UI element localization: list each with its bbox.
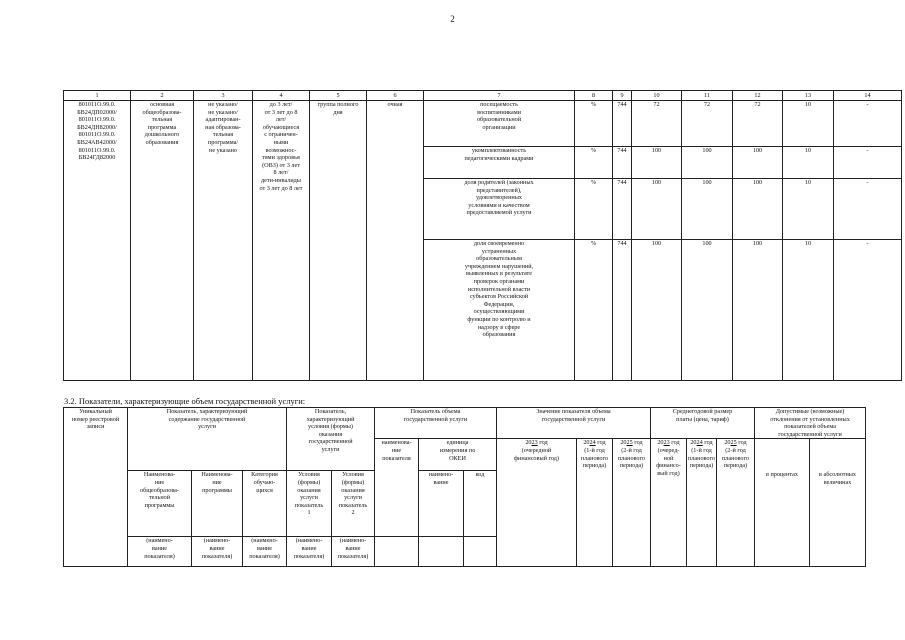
page-number: 2 — [450, 14, 455, 24]
subheader-name: (наимено- вание показателя) — [192, 537, 243, 567]
header-conditions: Показатель, характеризующий условия (формы) оказания государственной услуги — [287, 408, 375, 471]
header-indicator-name: наименова- ние показателя — [375, 439, 419, 537]
header-program: Наименова- ние программы — [192, 471, 243, 537]
unit: % — [575, 101, 613, 147]
header-deviation: Допустимые (возможные) отклонения от установленных показателей объема государственной услуги — [755, 408, 866, 439]
value-y3: 100 — [733, 179, 783, 240]
quality-indicators-table — [63, 90, 902, 381]
col-num: 11 — [682, 91, 733, 101]
header-price: Среднегодовой размер платы (цена, тариф) — [651, 408, 755, 439]
col-num: 1 — [64, 91, 131, 101]
condition-2: очная — [367, 101, 424, 381]
header-category: Категория обучаю- щихся — [243, 471, 287, 537]
col-num: 4 — [253, 91, 310, 101]
subheader-name: (наимено- вание показателя) — [243, 537, 287, 567]
deviation-percent: 10 — [783, 240, 834, 381]
header-condition-1: Условия (формы) оказания услуги показатель 1 — [287, 471, 332, 537]
col-num: 14 — [834, 91, 902, 101]
empty-cell — [464, 537, 497, 567]
volume-indicators-table — [63, 407, 866, 567]
table-row — [64, 101, 902, 147]
deviation-absolute: - — [834, 147, 902, 179]
header-unit: единица измерения по ОКЕИ — [419, 439, 497, 471]
value-y3: 72 — [733, 101, 783, 147]
header-registry: Уникальный номер реестровой записи — [64, 408, 128, 567]
header-year-3: 2025 год (2-й год планового периода) — [613, 439, 651, 567]
program: не указано/ не указано/ адаптирован- ная образова- тельная программа/ не указано — [194, 101, 253, 381]
col-num: 12 — [733, 91, 783, 101]
header-okei-code: код — [464, 471, 497, 537]
value-y2: 100 — [682, 179, 733, 240]
program-type: основная общеобразова- тельная программа дошкольного образования — [131, 101, 194, 381]
value-y1: 100 — [632, 147, 682, 179]
indicator-name: доля родителей (законных представителей), удовлетворенных условиями и качеством предоставляемой услуги — [424, 179, 575, 240]
section-title: 3.2. Показатели, характеризующие объем государственной услуги: — [64, 396, 306, 406]
value-y2: 100 — [682, 147, 733, 179]
subheader-name: (наимено- вание показателя) — [332, 537, 375, 567]
value-y1: 100 — [632, 179, 682, 240]
header-condition-2: Условия (формы) оказания услуги показатель 2 — [332, 471, 375, 537]
header-row-1 — [64, 408, 866, 439]
header-content: Показатель, характеризующий содержание государственной услуги — [128, 408, 287, 471]
unit: % — [575, 179, 613, 240]
header-price-year-2: 2024 год (1-й год планового периода) — [687, 439, 717, 567]
header-okei-name: наимено- вание — [419, 471, 464, 537]
col-num: 9 — [613, 91, 632, 101]
value-y2: 72 — [682, 101, 733, 147]
col-num: 2 — [131, 91, 194, 101]
indicator-name: посещаемость воспитанниками образовательной организации — [424, 101, 575, 147]
deviation-percent: 10 — [783, 147, 834, 179]
col-num: 6 — [367, 91, 424, 101]
column-numbers-row — [64, 91, 902, 101]
header-in-absolute: в абсолютных величинах — [810, 439, 866, 567]
header-price-year-3: 2025 год (2-й год планового периода) — [717, 439, 755, 567]
unit: % — [575, 147, 613, 179]
col-num: 7 — [424, 91, 575, 101]
empty-cell — [419, 537, 464, 567]
indicator-name: укомплектованность педагогическими кадрами — [424, 147, 575, 179]
col-num: 13 — [783, 91, 834, 101]
deviation-percent: 10 — [783, 179, 834, 240]
empty-cell — [375, 537, 419, 567]
deviation-absolute: - — [834, 240, 902, 381]
condition-1: группа полного дня — [310, 101, 367, 381]
value-y1: 72 — [632, 101, 682, 147]
subheader-name: (наимено- вание показателя) — [287, 537, 332, 567]
okei-code: 744 — [613, 240, 632, 381]
header-value: Значение показателя объема государственной услуги — [497, 408, 651, 439]
value-y1: 100 — [632, 240, 682, 381]
subheader-name: (наимено- вание показателя) — [128, 537, 192, 567]
value-y3: 100 — [733, 240, 783, 381]
okei-code: 744 — [613, 179, 632, 240]
header-year-1: 2023 год (очередной финансовый год) — [497, 439, 577, 567]
unit: % — [575, 240, 613, 381]
col-num: 10 — [632, 91, 682, 101]
registry-code: 801011О.99.0. БВ24ДП02000/ 801011О.99.0. БВ24ДН82000/ 801011О.99.0. БВ24АВ42000/ 801011О.99.0. БВ24ГД82000 — [64, 101, 131, 381]
deviation-absolute: - — [834, 101, 902, 147]
okei-code: 744 — [613, 147, 632, 179]
student-category: до 3 лет/ от 3 лет до 8 лет/ обучающиеся с ограничен- ными возможнос- тями здоровья (ОВЗ) от 3 лет 8 лет/ дети-инвалиды от 3 лет до 8 лет — [253, 101, 310, 381]
col-num: 8 — [575, 91, 613, 101]
value-y2: 100 — [682, 240, 733, 381]
col-num: 5 — [310, 91, 367, 101]
okei-code: 744 — [613, 101, 632, 147]
header-in-percent: в процентах — [755, 439, 810, 567]
deviation-absolute: - — [834, 179, 902, 240]
header-year-2: 2024 год (1-й год планового периода) — [577, 439, 613, 567]
header-price-year-1: 2023 год (очеред- ной финансо- вый год) — [651, 439, 687, 567]
indicator-name: доля своевременно устраненных образовательным учреждением нарушений, выявленных в результате проверок органами исполнительной власти субъектов Российской Федерации, осуществляющими функции по контролю и надзору в сфере образования — [424, 240, 575, 381]
col-num: 3 — [194, 91, 253, 101]
value-y3: 100 — [733, 147, 783, 179]
deviation-percent: 10 — [783, 101, 834, 147]
header-program-type: Наименова- ние общеобразова- тельной программы — [128, 471, 192, 537]
header-volume: Показатель объема государственной услуги — [375, 408, 497, 439]
